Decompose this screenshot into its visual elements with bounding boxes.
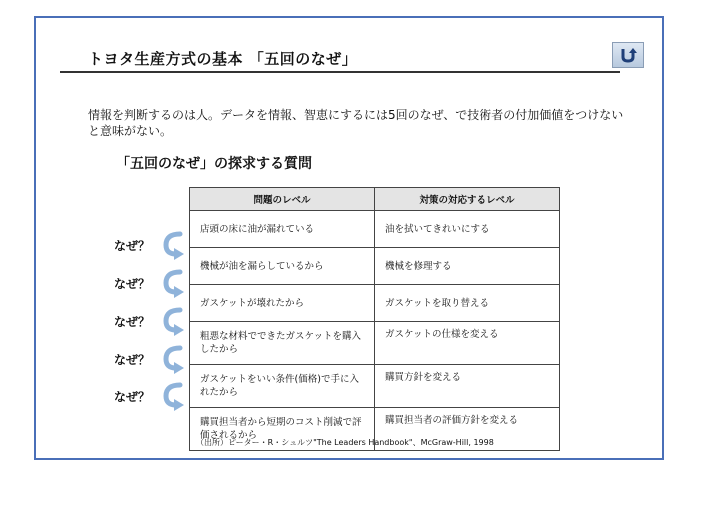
problem-cell: 購買担当者から短期のコスト削減で評価されるから	[190, 408, 375, 451]
action-cell: 購買担当者の評価方針を変える	[375, 408, 560, 451]
why-label: なぜ？	[114, 277, 151, 291]
subtitle: 「五回のなぜ」の探求する質問	[116, 156, 312, 172]
action-cell: ガスケットの仕様を変える	[375, 322, 560, 365]
curved-arrow-icon	[160, 306, 186, 336]
table-header-row	[190, 188, 560, 211]
source-citation: （出所）ピーター・R・シュルツ"The Leaders Handbook"、McGraw-Hill, 1998	[196, 438, 494, 447]
why-label: なぜ？	[114, 390, 151, 404]
curved-arrow-icon	[160, 230, 186, 260]
why-label: なぜ？	[114, 239, 151, 253]
table-row	[190, 322, 560, 365]
why-label: なぜ？	[114, 353, 151, 367]
slide-title: トヨタ生産方式の基本 「五回のなぜ」	[88, 50, 358, 68]
curved-arrow-icon	[160, 268, 186, 298]
problem-cell: ガスケットが壊れたから	[190, 285, 375, 322]
five-whys-table	[189, 187, 560, 451]
action-cell: 油を拭いてきれいにする	[375, 211, 560, 248]
problem-cell: ガスケットをいい条件(価格)で手に入れたから	[190, 365, 375, 408]
header-action-level: 対策の対応するレベル	[375, 188, 560, 211]
header-problem-level: 問題のレベル	[190, 188, 375, 211]
problem-cell: 店頭の床に油が漏れている	[190, 211, 375, 248]
table-row	[190, 248, 560, 285]
why-label: なぜ？	[114, 315, 151, 329]
table-row	[190, 285, 560, 322]
back-button[interactable]	[612, 42, 644, 68]
action-cell: 機械を修理する	[375, 248, 560, 285]
title-underline	[60, 71, 620, 73]
curved-arrow-icon	[160, 381, 186, 411]
curved-arrow-icon	[160, 344, 186, 374]
action-cell: 購買方針を変える	[375, 365, 560, 408]
action-cell: ガスケットを取り替える	[375, 285, 560, 322]
problem-cell: 粗悪な材料でできたガスケットを購入したから	[190, 322, 375, 365]
intro-text: 情報を判断するのは人。データを情報、智恵にするには5回のなぜ、で技術者の付加価値をつけないと意味がない。	[88, 108, 624, 138]
problem-cell: 機械が油を漏らしているから	[190, 248, 375, 285]
table-row	[190, 211, 560, 248]
table-row	[190, 365, 560, 408]
return-arrow-icon	[618, 46, 638, 64]
